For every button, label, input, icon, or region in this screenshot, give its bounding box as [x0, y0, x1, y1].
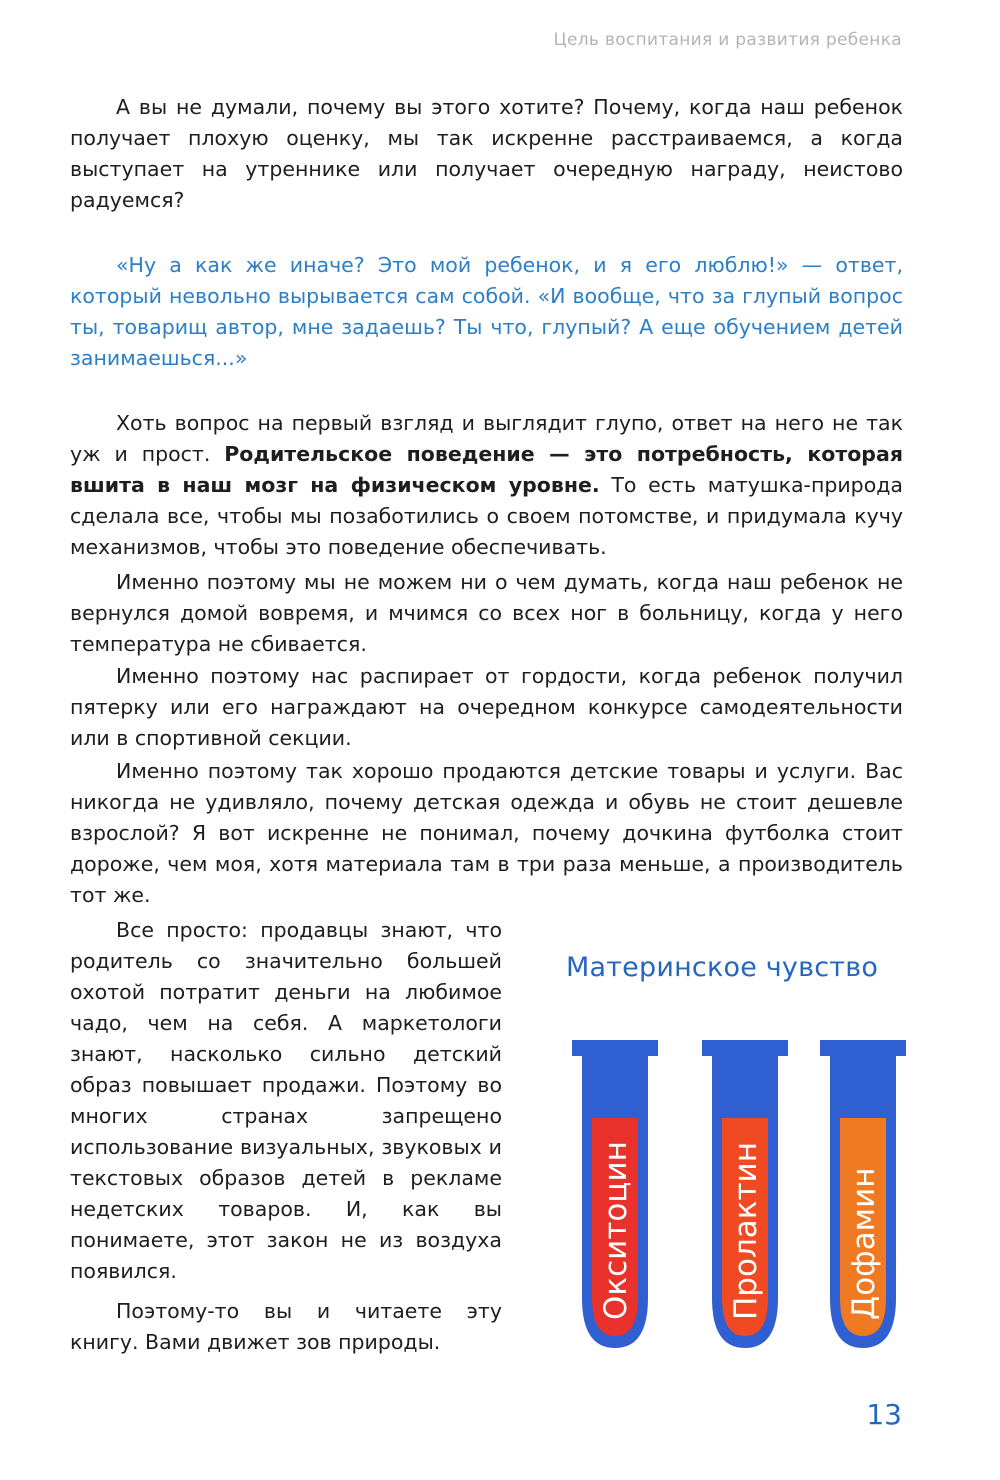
tube-1-label: Окситоцин	[598, 1141, 634, 1320]
paragraph-4: Именно поэтому нас распирает от гордости, когда ребенок получил пятерку или его награждают на очередном конкурсе самодеятельности или в спортивной секции.	[70, 664, 903, 750]
tube-oxytocin	[572, 1040, 658, 1348]
page-number: 13	[866, 1398, 902, 1431]
paragraph-2-bold: Родительское поведение — это потребность, которая вшита в наш мозг на физическом уровне.	[70, 442, 903, 497]
quote-paragraph: «Ну а как же иначе? Это мой ребенок, и я его люблю!» — ответ, который невольно вырывается сам собой. «И вообще, что за глупый вопрос ты, товарищ автор, мне задаешь? Ты что, глупый? А еще обучением детей занимаешься...»	[70, 253, 903, 370]
figure-title: Материнское чувство	[566, 952, 879, 983]
running-header: Цель воспитания и развития ребенка	[553, 30, 902, 50]
paragraph-6: Все просто: продавцы знают, что родитель со значительно большей охотой потратит деньги на любимое чадо, чем на себя. А маркетологи знают, насколько сильно детский образ повышает продажи. Поэтому во многих странах запрещено использование визуальных, звуковых и текстовых образов детей в рекламе недетских товаров. И, как вы понимаете, этот закон не из воздуха появился.	[70, 918, 502, 1283]
tube-dopamine	[820, 1040, 906, 1348]
paragraph-5: Именно поэтому так хорошо продаются детские товары и услуги. Вас никогда не удивляло, почему детская одежда и обувь не стоит дешевле взрослой? Я вот искренне не понимал, почему дочкина футболка стоит дороже, чем моя, хотя материала там в три раза меньше, а производитель тот же.	[70, 759, 903, 907]
test-tubes-illustration	[560, 1030, 920, 1370]
tube-3-label: Дофамин	[846, 1167, 882, 1320]
tube-2-label: Пролактин	[728, 1142, 764, 1320]
paragraph-3: Именно поэтому мы не можем ни о чем думать, когда наш ребенок не вернулся домой вовремя, и мчимся со всех ног в больницу, когда у него температура не сбивается.	[70, 570, 903, 656]
paragraph-2	[70, 408, 903, 563]
paragraph-1: А вы не думали, почему вы этого хотите? Почему, когда наш ребенок получает плохую оценку, мы так искренне расстраиваемся, а когда выступает на утреннике или получает очередную награду, неистово радуемся?	[70, 95, 903, 212]
paragraph-7: Поэтому-то вы и читаете эту книгу. Вами движет зов природы.	[70, 1299, 502, 1354]
paragraph-2-end: То есть матушка-природа сделала все, чтобы мы позаботились о своем потомстве, и придумала кучу механизмов, чтобы это поведение обеспечивать.	[70, 473, 903, 559]
tube-prolactin	[702, 1040, 788, 1348]
paragraph-2-start: Хоть вопрос на первый взгляд и выглядит глупо, ответ на него не так уж и прост.	[70, 411, 903, 466]
